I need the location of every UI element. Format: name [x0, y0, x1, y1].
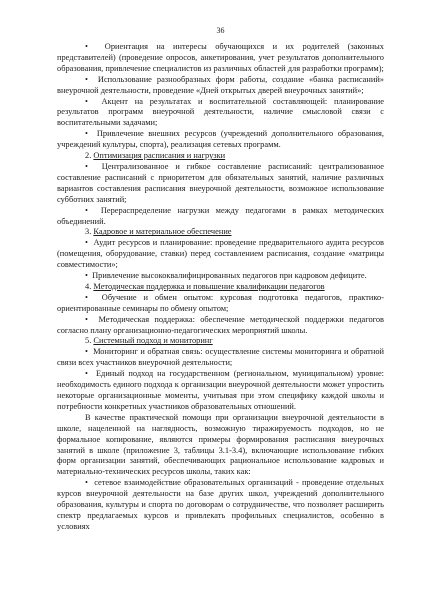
- bullet-item: • Мониторинг и обратная связь: осуществление системы мониторинга и обратной связи всех участников внеурочной деятельности;: [57, 347, 384, 369]
- page-content: [57, 42, 384, 533]
- bullet-item: • Привлечение внешних ресурсов (учреждений дополнительного образования, учреждений культуры, спорта), реализация сетевых программ.: [57, 129, 384, 151]
- bullet-item: • Единый подход на государственном (региональном, муниципальном) уровне: необходимость единого подхода к организации внеурочной деятельности может упростить некоторые организационные моменты, учитывая при этом специфику каждой школы и потребности конкретных участников образовательных отношений.: [57, 369, 384, 413]
- section-title: Кадровое и материальное обеспечение: [93, 227, 232, 237]
- bullet-item: • Перераспределение нагрузки между педагогами в рамках методических объединений.: [57, 206, 384, 228]
- bullet-item: • Использование разнообразных форм работы, создание «банка расписаний» внеурочной деятельности, проведение «Дней открытых дверей внеурочных занятий»;: [57, 75, 384, 97]
- section-number: 4.: [85, 281, 94, 291]
- paragraph: В качестве практической помощи при организации внеурочной деятельности в школе, нацеленной на наглядность, возможную тиражируемость подходов, но не формальное копирование, являются примеры формирования расписания внеурочных занятий в школе (приложение 3, таблицы 3.1-3.4), включающие использование гибких форм организации занятий, обеспечивающих рациональное использование кадровых и материально-технических ресурсов школы, таких как:: [57, 412, 384, 477]
- section-number: 5.: [85, 336, 94, 346]
- bullet-item: • Централизованное и гибкое составление расписаний: централизованное составление расписаний с приоритетом для обязательных занятий, наличие различных вариантов составления расписания внеурочной деятельности, возможное использование субботних занятий;: [57, 162, 384, 206]
- section-title: Системный подход и мониторинг: [93, 336, 213, 346]
- bullet-item: • Акцент на результатах и воспитательной составляющей: планирование результатов программ внеурочной деятельности, наличие смысловой связи с воспитательными задачами;: [57, 97, 384, 130]
- bullet-item: • Привлечение высококвалифицированных педагогов при кадровом дефиците.: [57, 271, 384, 282]
- bullet-item: • Обучение и обмен опытом: курсовая подготовка педагогов, практико-ориентированные семинары по обмену опытом;: [57, 293, 384, 315]
- bullet-item: • Методическая поддержка: обеспечение методической поддержки педагогов согласно плану организационно-педагогических мероприятий школы.: [57, 315, 384, 337]
- page-number: 36: [216, 26, 225, 35]
- bullet-item: • Ориентация на интересы обучающихся и их родителей (законных представителей) (проведение опросов, анкетирования, учет результатов дополнительного образования, привлечение специалистов из различных областей для разработки программ);: [57, 42, 384, 75]
- bullet-item: • сетевое взаимодействие образовательных организаций - проведение отдельных курсов внеурочной деятельности на базе других школ, учреждений дополнительного образования, культуры и спорта по договорам о сотрудничестве, что позволяет расширить спектр предлагаемых курсов и привлекать профильных специалистов, особенно в условиях: [57, 478, 384, 533]
- section-heading: [57, 282, 384, 293]
- section-title: Оптимизация расписания и нагрузки: [93, 151, 226, 161]
- section-heading: [57, 227, 384, 238]
- section-heading: [57, 151, 384, 162]
- section-number: 3.: [85, 227, 94, 237]
- section-title: Методическая поддержка и повышение квалификации педагогов: [93, 281, 325, 291]
- section-number: 2.: [85, 151, 94, 161]
- bullet-item: • Аудит ресурсов и планирование: проведение предварительного аудита ресурсов (помещения, оборудование, ставки) перед составлением расписания, создание «матрицы совместимости»;: [57, 238, 384, 271]
- section-heading: [57, 336, 384, 347]
